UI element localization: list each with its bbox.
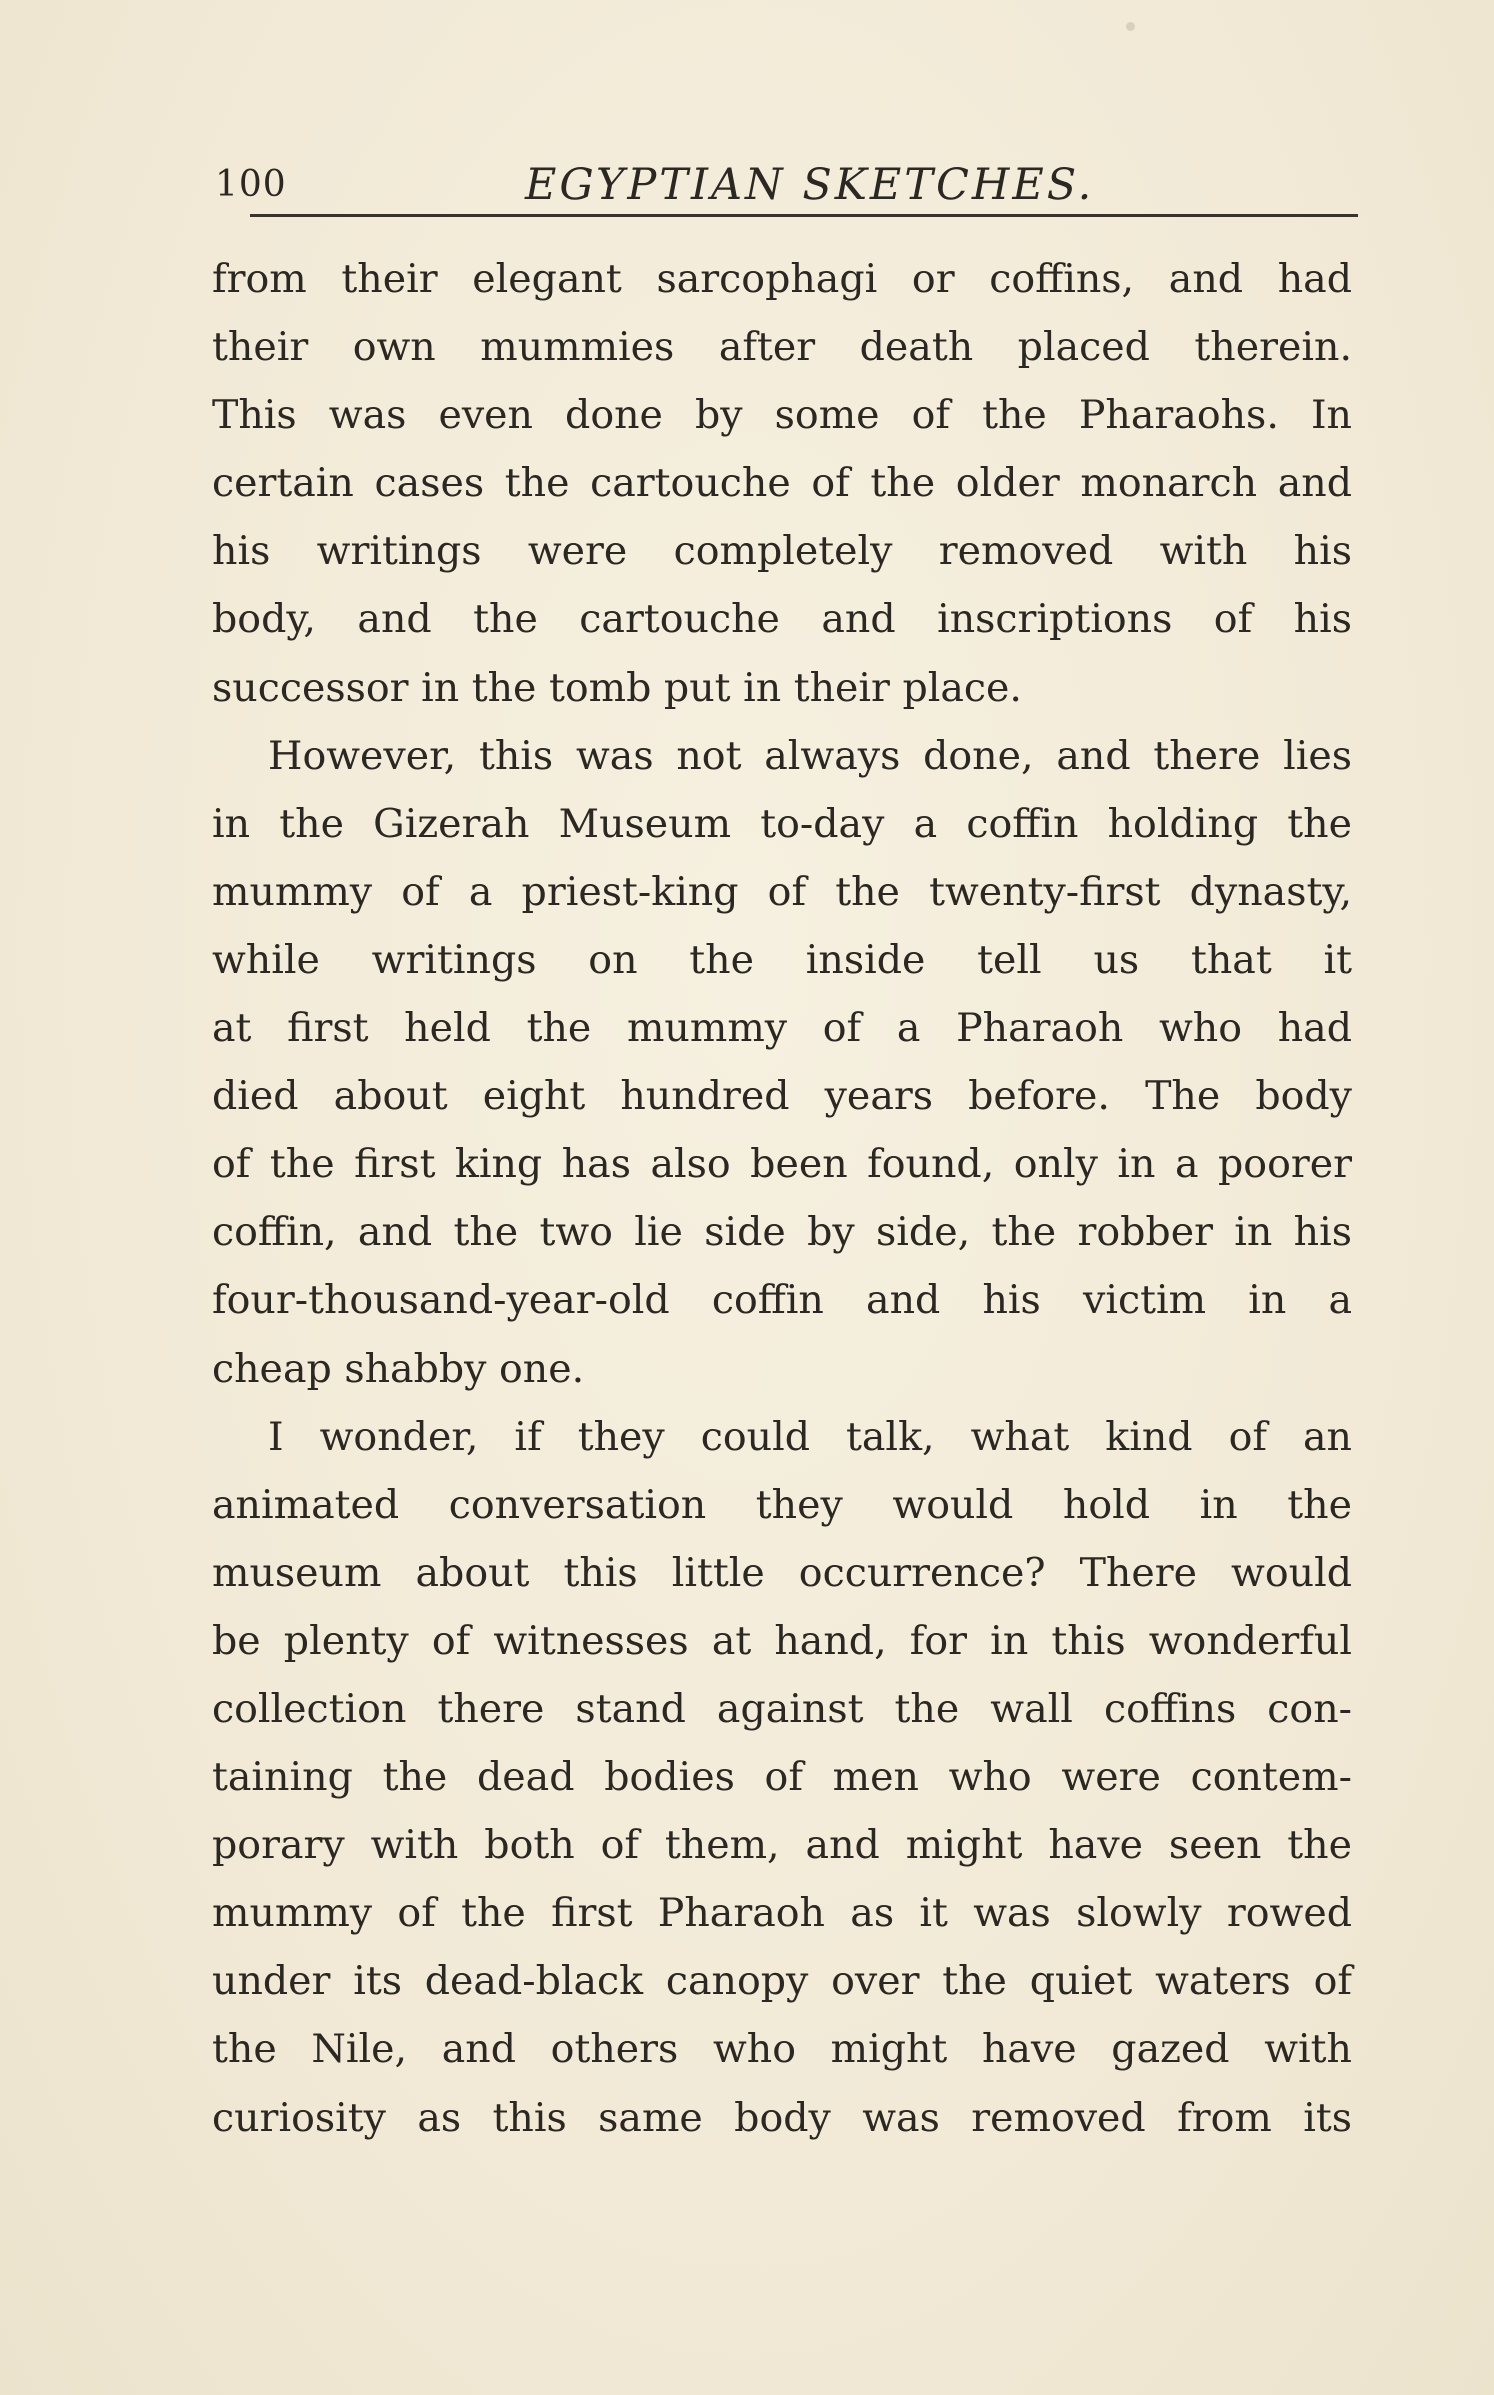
- text-line: curiosity as this same body was removed from its: [212, 2094, 1352, 2141]
- text-line: the Nile, and others who might have gazed with: [212, 2026, 1352, 2073]
- header-rule: [250, 214, 1358, 217]
- text-line: porary with both of them, and might have seen the: [212, 1822, 1352, 1869]
- text-line: their own mummies after death placed therein.: [212, 324, 1352, 371]
- body-text: [212, 245, 1352, 2152]
- paragraph-start-line: I wonder, if they could talk, what kind of an: [268, 1413, 1352, 1460]
- text-line: four-thousand-year-old coffin and his victim in a: [212, 1277, 1352, 1324]
- paragraph-start-line: However, this was not always done, and there lies: [268, 732, 1352, 779]
- text-line: mummy of a priest-king of the twenty-first dynasty,: [212, 868, 1352, 915]
- text-line: cheap shabby one.: [212, 1345, 585, 1392]
- text-line: animated conversation they would hold in the: [212, 1481, 1352, 1528]
- text-line: mummy of the first Pharaoh as it was slowly rowed: [212, 1890, 1352, 1937]
- text-line: successor in the tomb put in their place.: [212, 664, 1022, 711]
- text-line: certain cases the cartouche of the older monarch and: [212, 460, 1352, 507]
- text-line: at first held the mummy of a Pharaoh who had: [212, 1005, 1352, 1052]
- text-line: died about eight hundred years before. The body: [212, 1073, 1352, 1120]
- text-line: coffin, and the two lie side by side, the robber in his: [212, 1209, 1352, 1256]
- text-line: his writings were completely removed with his: [212, 528, 1352, 575]
- text-line: be plenty of witnesses at hand, for in this wonderful: [212, 1617, 1352, 1664]
- text-line: while writings on the inside tell us that it: [212, 936, 1352, 983]
- text-line: museum about this little occurrence? There would: [212, 1549, 1352, 1596]
- text-line: This was even done by some of the Pharaohs. In: [212, 392, 1352, 439]
- text-line: in the Gizerah Museum to-day a coffin holding the: [212, 800, 1352, 847]
- text-line: of the first king has also been found, only in a poorer: [212, 1141, 1352, 1188]
- page-number: 100: [215, 164, 287, 205]
- text-line: body, and the cartouche and inscriptions of his: [212, 596, 1352, 643]
- text-line: under its dead-black canopy over the quiet waters of: [212, 1958, 1352, 2005]
- running-head: EGYPTIAN SKETCHES.: [525, 160, 1095, 210]
- text-line: taining the dead bodies of men who were contem-: [212, 1754, 1352, 1801]
- text-line: collection there stand against the wall coffins con-: [212, 1685, 1352, 1732]
- page-header: [215, 160, 1358, 210]
- paper-speck: [1126, 22, 1135, 31]
- text-line: from their elegant sarcophagi or coffins, and had: [212, 256, 1352, 302]
